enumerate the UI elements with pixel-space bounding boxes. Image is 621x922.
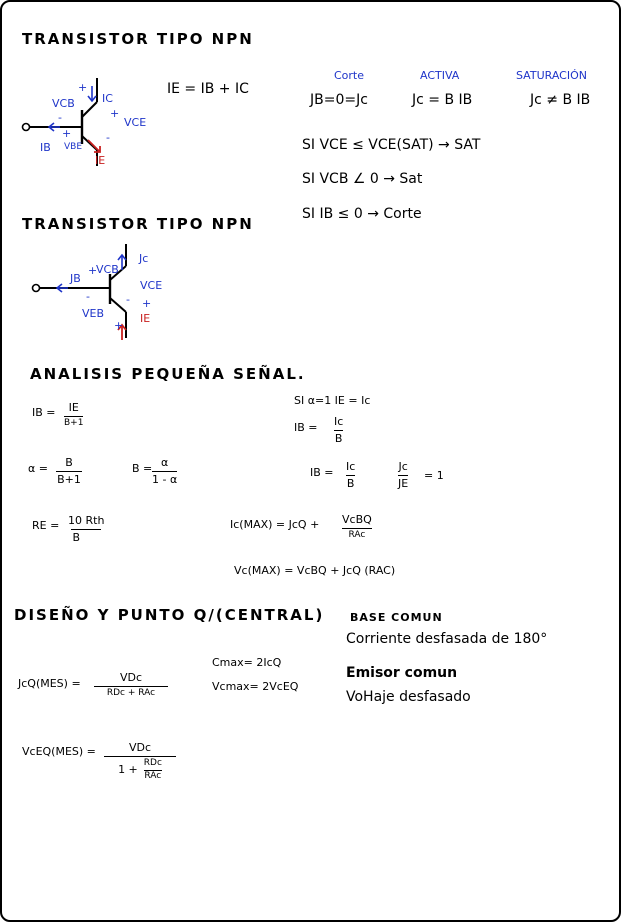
ib-equation-lhs: IB = — [32, 406, 56, 419]
ie-equation: IE = IB + IC — [167, 81, 249, 97]
icq-numerator: VDc — [119, 671, 143, 684]
ratio-denominator: JE — [398, 477, 409, 491]
npn-ic-label: IC — [102, 92, 113, 105]
npn-ib-label: IB — [40, 141, 51, 154]
re-fraction — [68, 515, 104, 544]
vceq-inner-numerator: RDc — [143, 758, 162, 769]
icmax-fraction — [342, 514, 372, 541]
alpha-numerator: B — [65, 456, 73, 469]
ic-max-relation: Cmax= 2IcQ — [212, 656, 282, 669]
region-activa-title: ACTIVA — [420, 69, 460, 82]
beta-numerator: α — [160, 456, 169, 469]
alpha-fraction — [56, 457, 82, 486]
npn-plus-sign: + — [78, 81, 88, 94]
alpha-condition: SI α=1 IE = Ic — [294, 394, 371, 407]
pnp-minus-sign: - — [86, 290, 90, 303]
emisor-comun-text: VoHaje desfasado — [346, 689, 471, 705]
npn-vbe-label: VBE — [64, 142, 83, 152]
pnp-minus-sign: - — [126, 293, 130, 306]
ib3-fraction — [346, 461, 355, 490]
pnp-veb-label: VEB — [82, 307, 105, 320]
pnp-ib-label: JB — [70, 272, 81, 285]
region-corte-equation: JB=0=Jc — [310, 92, 368, 108]
pnp-plus-sign: + — [114, 319, 124, 332]
pnp-vcb-label: VCB — [96, 263, 119, 276]
alpha-denominator: B+1 — [57, 473, 81, 487]
emisor-comun-title: Emisor comun — [346, 665, 458, 681]
design-title: DISEÑO Y PUNTO Q/(CENTRAL) — [14, 606, 325, 624]
beta-equation-lhs: B = — [132, 462, 153, 475]
ic-ie-ratio-result: = 1 — [424, 469, 444, 482]
ratio-numerator: Jc — [398, 460, 408, 473]
icq-equation-lhs: JcQ(MES) = — [18, 677, 81, 690]
pnp-vce-label: VCE — [140, 279, 163, 292]
re-denominator: B — [72, 531, 80, 545]
npn-vcb-label: VCB — [52, 97, 75, 110]
vceq-denominator-prefix: 1 + — [118, 763, 138, 777]
icmax-denominator: RAc — [348, 530, 366, 541]
vcmax-equation: Vc(MAX) = VcBQ + JcQ (RAC) — [234, 564, 396, 577]
vceq-inner-fraction — [144, 759, 162, 782]
icq-denominator: RDc + RAc — [106, 688, 156, 699]
region-activa-equation: Jc = B IB — [412, 92, 473, 108]
vceq-denominator — [118, 759, 162, 782]
icq-fraction — [94, 672, 168, 699]
vceq-inner-denominator: RAc — [144, 770, 162, 781]
npn-minus-sign: - — [58, 111, 62, 124]
pnp-plus-sign: + — [88, 264, 98, 277]
pnp-plus-sign: + — [142, 297, 152, 310]
ib-denominator: B+1 — [64, 418, 84, 429]
npn-plus-sign: + — [62, 127, 72, 140]
npn-minus-sign: - — [106, 131, 110, 144]
re-equation-lhs: RE = — [32, 519, 60, 532]
ib-fraction — [64, 402, 83, 429]
vceq-equation-lhs: VcEQ(MES) = — [22, 745, 96, 758]
ib-numerator: IE — [68, 401, 79, 414]
icmax-numerator: VcBQ — [342, 513, 372, 526]
pnp-ie-label: IE — [140, 312, 151, 325]
npn-plus-sign: + — [110, 107, 120, 120]
ib3-equation-lhs: IB = — [310, 466, 334, 479]
re-numerator: 10 Rth — [68, 514, 105, 527]
npn-title: TRANSISTOR TIPO NPN — [22, 30, 254, 48]
vceq-fraction — [104, 742, 176, 782]
region-saturacion-equation: Jc ≠ B IB — [530, 92, 591, 108]
beta-denominator: 1 - α — [152, 473, 178, 487]
icmax-equation-lhs: Ic(MAX) = JcQ + — [230, 518, 320, 531]
pnp-title: TRANSISTOR TIPO NPN — [22, 215, 254, 233]
ib2-denominator: B — [334, 432, 343, 446]
condition-vcb-saturation: SI VCB ∠ 0 → Sat — [302, 171, 423, 187]
base-comun-text: Corriente desfasada de 180° — [346, 631, 548, 647]
ic-ie-ratio-fraction — [398, 461, 408, 490]
small-signal-title: ANALISIS PEQUEÑA SEÑAL. — [30, 365, 306, 383]
alpha-equation-lhs: α = — [28, 462, 48, 475]
npn-vce-label: VCE — [124, 116, 147, 129]
pnp-ic-label: Jc — [139, 252, 149, 265]
region-corte-title: Corte — [334, 69, 365, 82]
base-comun-title: BASE COMUN — [350, 611, 443, 624]
ib2-numerator: Ic — [334, 415, 344, 428]
pnp-circuit-diagram — [30, 242, 170, 342]
ib3-numerator: Ic — [346, 460, 356, 473]
npn-ie-label: IE — [95, 154, 106, 167]
region-saturacion-title: SATURACIÓN — [516, 69, 587, 82]
ib2-equation-lhs: IB = — [294, 421, 318, 434]
ib3-denominator: B — [346, 477, 355, 491]
ib2-fraction — [334, 416, 343, 445]
condition-cutoff: SI IB ≤ 0 → Corte — [302, 206, 422, 222]
condition-saturation: SI VCE ≤ VCE(SAT) → SAT — [302, 137, 481, 153]
beta-fraction — [152, 457, 177, 486]
vc-max-relation: Vcmax= 2VcEQ — [212, 680, 299, 693]
vceq-numerator: VDc — [128, 741, 152, 754]
